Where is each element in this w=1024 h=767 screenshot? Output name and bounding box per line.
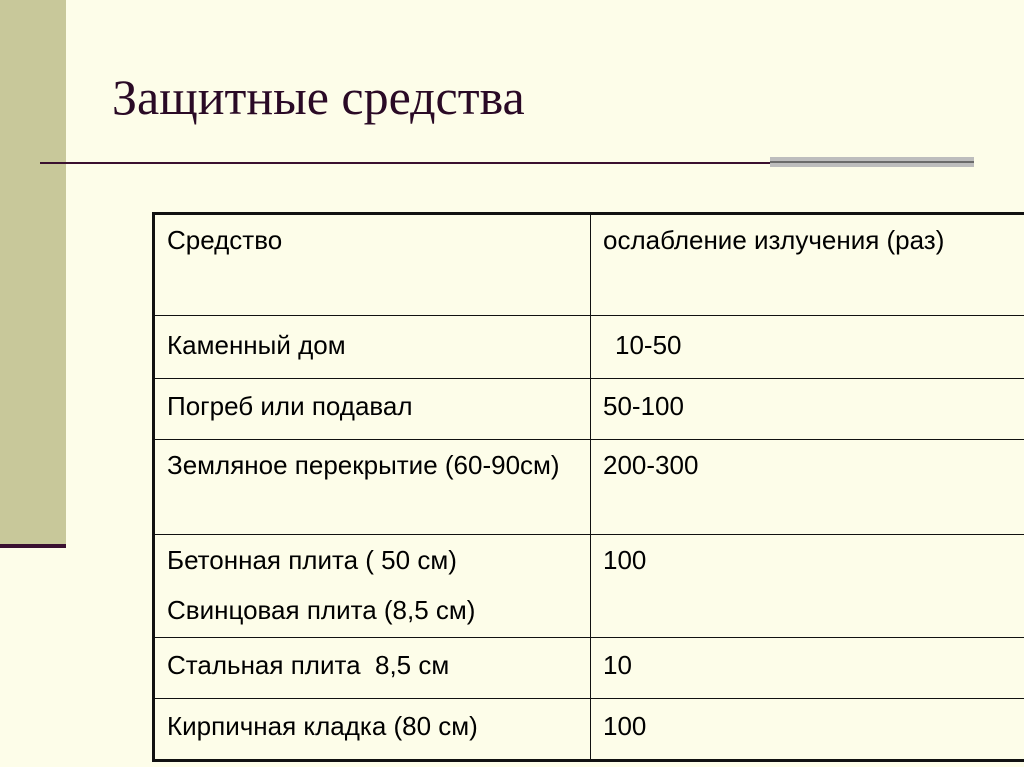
table-row bbox=[154, 638, 1024, 699]
title-accent-bar-line bbox=[770, 161, 974, 163]
table-row bbox=[154, 535, 1024, 638]
table-header-row bbox=[154, 214, 1024, 316]
row-value-cell: 10-50 bbox=[591, 316, 1024, 379]
row-name-cell bbox=[154, 535, 591, 638]
row-name-line: Свинцовая плита (8,5 см) bbox=[167, 595, 476, 625]
table-row bbox=[154, 440, 1024, 535]
left-decor-band bbox=[0, 0, 66, 545]
row-name-cell: Погреб или подавал bbox=[154, 379, 591, 440]
header-cell-attenuation: ослабление излучения (раз) bbox=[591, 214, 1024, 316]
row-value-cell: 50-100 bbox=[591, 379, 1024, 440]
title-underline bbox=[40, 162, 780, 164]
row-value-cell: 200-300 bbox=[591, 440, 1024, 535]
row-name-cell: Земляное перекрытие (60-90см) bbox=[154, 440, 591, 535]
row-value-cell: 100 bbox=[591, 535, 1024, 638]
row-name-cell: Стальная плита 8,5 см bbox=[154, 638, 591, 699]
row-name-cell: Кирпичная кладка (80 см) bbox=[154, 699, 591, 761]
row-name-cell: Каменный дом bbox=[154, 316, 591, 379]
row-name-line: Бетонная плита ( 50 см) bbox=[167, 545, 457, 575]
row-value-cell: 100 bbox=[591, 699, 1024, 761]
row-value-cell: 10 bbox=[591, 638, 1024, 699]
left-decor-line bbox=[0, 544, 66, 548]
table-row bbox=[154, 699, 1024, 761]
table-row bbox=[154, 316, 1024, 379]
header-cell-means: Средство bbox=[154, 214, 591, 316]
slide-title: Защитные средства bbox=[112, 69, 525, 125]
table-row bbox=[154, 379, 1024, 440]
protection-table bbox=[152, 212, 1024, 762]
